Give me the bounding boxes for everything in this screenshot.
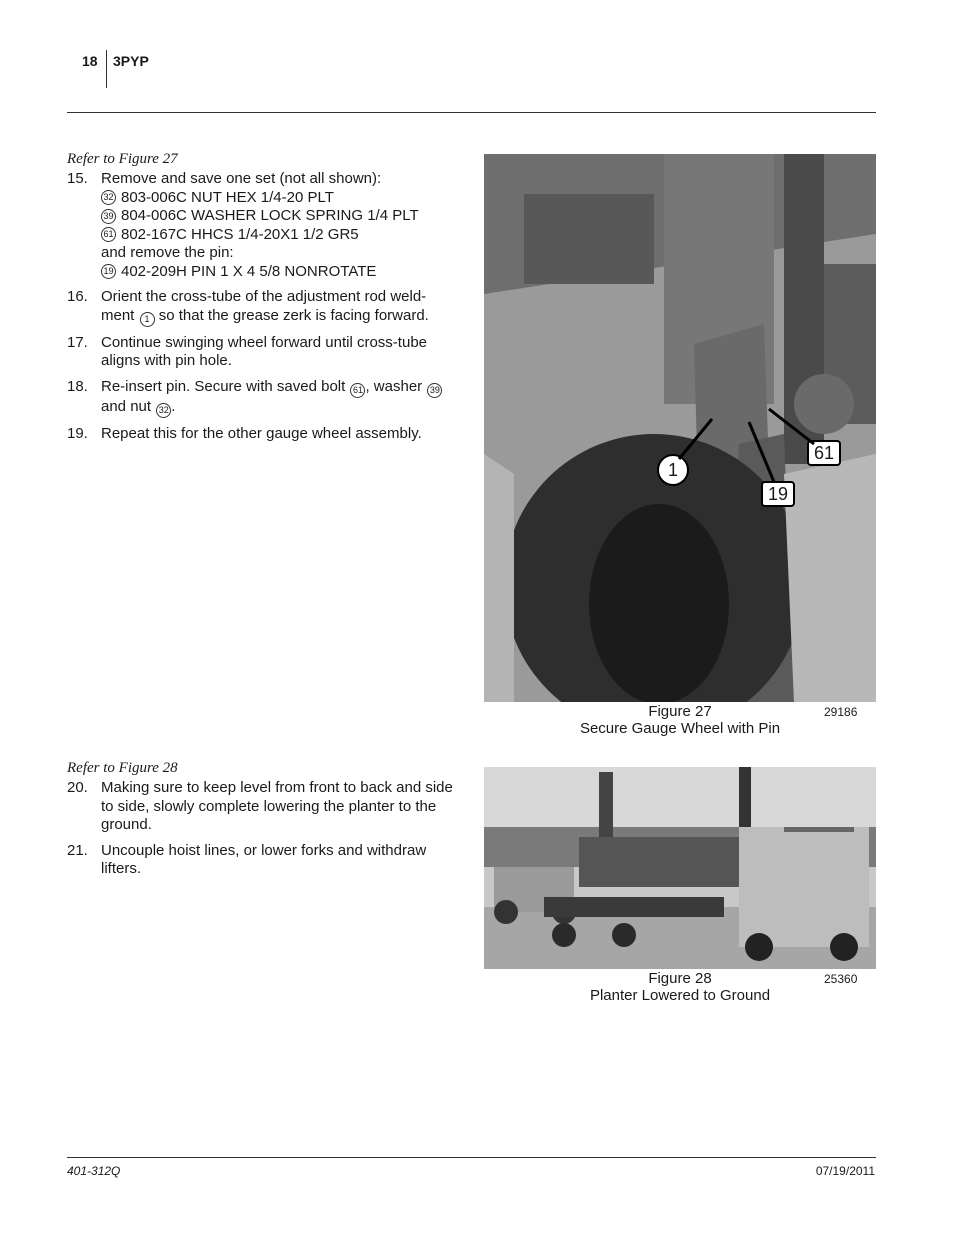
step-18: 18. Re-insert pin. Secure with saved bolt 61 , washer 39 and nut 32 . (67, 378, 459, 418)
steps-list-2 (67, 779, 459, 886)
revision-date: 07/19/2011 (815, 1164, 875, 1178)
model-name: 3PYP (113, 53, 149, 69)
part-item: 39 804-006C WASHER LOCK SPRING 1/4 PLT (101, 207, 459, 226)
step-15: 15. Remove and save one set (not all shown): 32 803-006C NUT HEX 1/4-20 PLT 39 804-006C WASHER LOCK SPRING 1/4 PLT 61 802-167C HHCS 1/4-20X1 1/2 GR5 and remove the pin: 19 402-209H PIN 1 X 4 5/8 NONROTATE (67, 170, 459, 281)
step-20: 20. Making sure to keep level from front to back and side to side, slowly complete lowering the planter to the ground. (67, 779, 453, 833)
figure-28-photo (484, 767, 876, 969)
figure-28-caption (540, 970, 820, 1004)
callout-19: 19 (761, 481, 795, 507)
figure-27-caption (540, 703, 820, 737)
part-item: 32 803-006C NUT HEX 1/4-20 PLT (101, 189, 459, 208)
header-rule (67, 112, 876, 113)
page-number: 18 (82, 53, 98, 69)
part-item: 61 802-167C HHCS 1/4-20X1 1/2 GR5 (101, 226, 459, 245)
steps-list-1 (67, 170, 459, 450)
step-16: 16. Orient the cross-tube of the adjustment rod weld-ment 1 so that the grease zerk is facing forward. (67, 288, 459, 327)
callout-1: 1 (657, 454, 689, 486)
part-item: 19 402-209H PIN 1 X 4 5/8 NONROTATE (101, 263, 459, 282)
footer-rule (67, 1157, 876, 1158)
figure-27-id: 29186 (824, 705, 858, 719)
figure-28-number: Figure 28 (648, 970, 712, 987)
step-21: 21. Uncouple hoist lines, or lower forks and withdraw lifters. (67, 841, 427, 877)
and-remove-text: and remove the pin: (101, 244, 234, 261)
refer-figure-27: Refer to Figure 27 (67, 151, 178, 167)
figure-27-photo (484, 154, 876, 702)
refer-figure-28: Refer to Figure 28 (67, 760, 178, 776)
figure-27-number: Figure 27 (648, 703, 712, 720)
callout-61: 61 (807, 440, 841, 466)
figure-28-title: Planter Lowered to Ground (589, 987, 771, 1004)
header-divider (106, 50, 107, 88)
figure-27-title: Secure Gauge Wheel with Pin (579, 720, 781, 737)
callout-arrows (484, 154, 876, 702)
step-19: 19. Repeat this for the other gauge wheel assembly. (67, 424, 422, 442)
planter-lowered-photo (484, 767, 876, 969)
figure-28-id: 25360 (824, 972, 858, 986)
step-17: 17. Continue swinging wheel forward until cross-tube aligns with pin hole. (67, 333, 428, 369)
document-number: 401-312Q (67, 1164, 121, 1178)
